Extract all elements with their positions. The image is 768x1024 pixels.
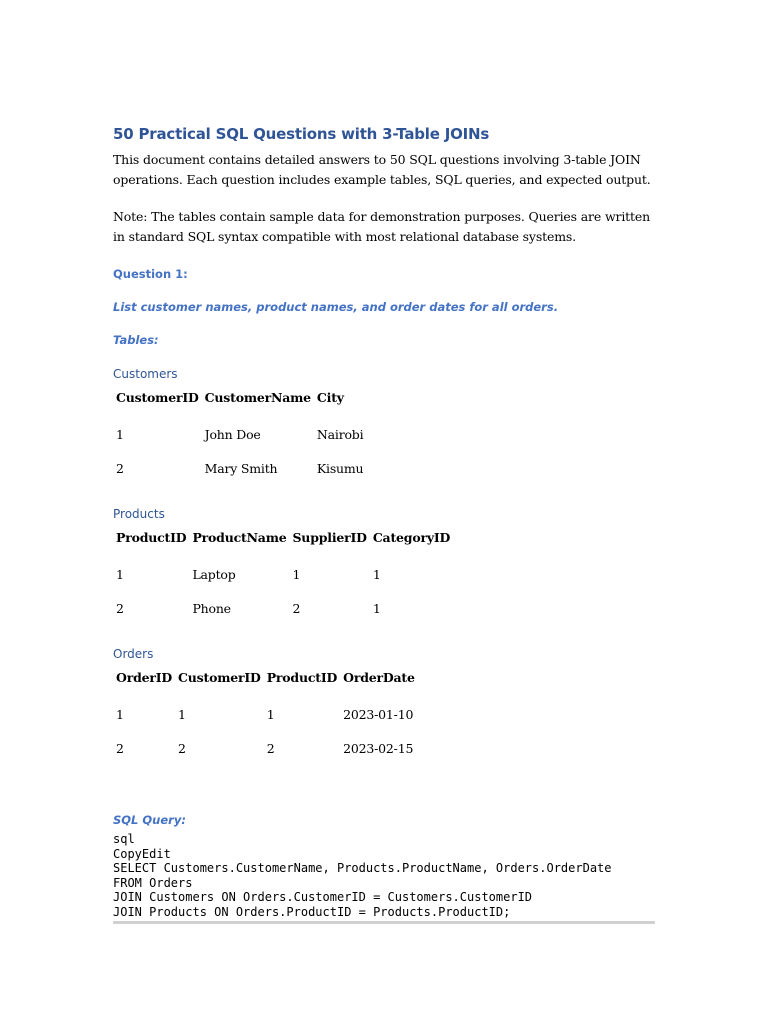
table-cell: 1	[292, 567, 301, 582]
products-section	[113, 506, 658, 616]
table-header-row	[113, 386, 366, 408]
customers-section	[113, 366, 658, 476]
column-header: CustomerName	[204, 389, 311, 405]
code-line: FROM Orders	[113, 875, 193, 890]
question-prompt: List customer names, product names, and order dates for all orders.	[113, 300, 559, 314]
table-row	[113, 548, 453, 582]
orders-table-name: Orders	[113, 647, 154, 661]
table-cell: 1	[116, 567, 124, 582]
code-line: sql	[113, 832, 135, 846]
customers-table	[113, 386, 366, 476]
table-cell: 1	[372, 601, 381, 616]
column-header: ProductName	[192, 529, 287, 545]
table-cell: 1	[178, 707, 186, 722]
column-header: CustomerID	[116, 389, 199, 405]
table-cell: Kisumu	[316, 461, 364, 476]
column-header: CategoryID	[372, 529, 451, 545]
document-page	[113, 124, 658, 924]
column-header: ProductID	[116, 529, 187, 545]
sql-query-label: SQL Query:	[113, 813, 186, 827]
column-header: OrderID	[116, 669, 173, 685]
question-heading: Question 1:	[113, 267, 188, 281]
column-header: OrderDate	[343, 669, 415, 685]
code-line: SELECT Customers.CustomerName, Products.ProductName, Orders.OrderDate	[113, 861, 612, 876]
column-header: City	[316, 389, 344, 405]
table-cell: 2	[266, 741, 275, 756]
table-cell: 2	[116, 461, 124, 476]
table-cell: 1	[116, 427, 124, 442]
table-cell: 2023-01-10	[343, 707, 414, 722]
note-paragraph: Note: The tables contain sample data for demonstration purposes. Queries are written in standard SQL syntax compatible with most relational database systems.	[113, 209, 651, 244]
table-cell: Laptop	[192, 567, 236, 582]
table-row	[113, 722, 418, 756]
table-row	[113, 688, 418, 722]
copy-edit-label[interactable]: CopyEdit	[113, 846, 171, 861]
table-cell: 2	[178, 741, 186, 756]
table-cell: 1	[116, 707, 124, 722]
tables-label: Tables:	[113, 333, 159, 347]
document-title: 50 Practical SQL Questions with 3-Table JOINs	[113, 125, 490, 143]
sql-code-block	[113, 832, 655, 924]
table-cell: Phone	[192, 601, 231, 616]
customers-table-name: Customers	[113, 367, 178, 381]
column-header: SupplierID	[292, 529, 367, 545]
table-cell: 2	[292, 601, 301, 616]
orders-section	[113, 646, 658, 756]
table-cell: 2	[116, 741, 124, 756]
table-cell: 1	[372, 567, 381, 582]
orders-table	[113, 666, 418, 756]
table-cell: 2	[116, 601, 124, 616]
table-row	[113, 442, 366, 476]
products-table	[113, 526, 453, 616]
table-cell: 2023-02-15	[343, 741, 414, 756]
table-cell: John Doe	[204, 427, 261, 442]
column-header: CustomerID	[178, 669, 261, 685]
code-line: JOIN Customers ON Orders.CustomerID = Customers.CustomerID	[113, 890, 533, 905]
products-table-name: Products	[113, 507, 165, 521]
table-header-row	[113, 666, 418, 688]
table-cell: Nairobi	[316, 427, 364, 442]
table-row	[113, 582, 453, 616]
table-cell: Mary Smith	[204, 461, 278, 476]
table-cell: 1	[266, 707, 275, 722]
column-header: ProductID	[266, 669, 338, 685]
table-header-row	[113, 526, 453, 548]
table-row	[113, 408, 366, 442]
intro-paragraph: This document contains detailed answers to 50 SQL questions involving 3-table JOIN operations. Each question includes example tables, SQL queries, and expected output.	[113, 152, 651, 187]
code-line: JOIN Products ON Orders.ProductID = Products.ProductID;	[113, 904, 511, 919]
